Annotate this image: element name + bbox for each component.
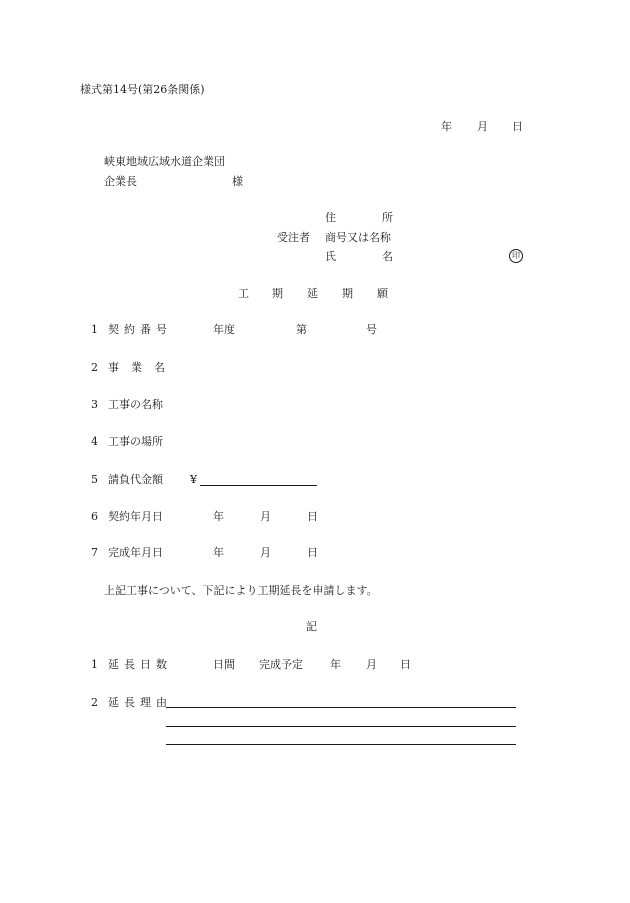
addressee-honorific: 様	[232, 175, 243, 188]
addressee-title: 企業長	[104, 175, 137, 188]
amount-underline	[200, 485, 317, 486]
reason-line-1	[166, 707, 516, 708]
reason-line-2	[166, 726, 516, 727]
ki-heading: 記	[306, 620, 317, 633]
addressee-org: 峡東地域広域水道企業団	[104, 155, 225, 168]
seal-mark: 印	[509, 249, 523, 263]
contractor-label: 受注者	[277, 231, 310, 244]
reason-line-3	[166, 744, 516, 745]
request-text: 上記工事について、下記により工期延長を申請します。	[104, 584, 378, 597]
form-number: 様式第14号(第26条関係)	[80, 83, 205, 96]
